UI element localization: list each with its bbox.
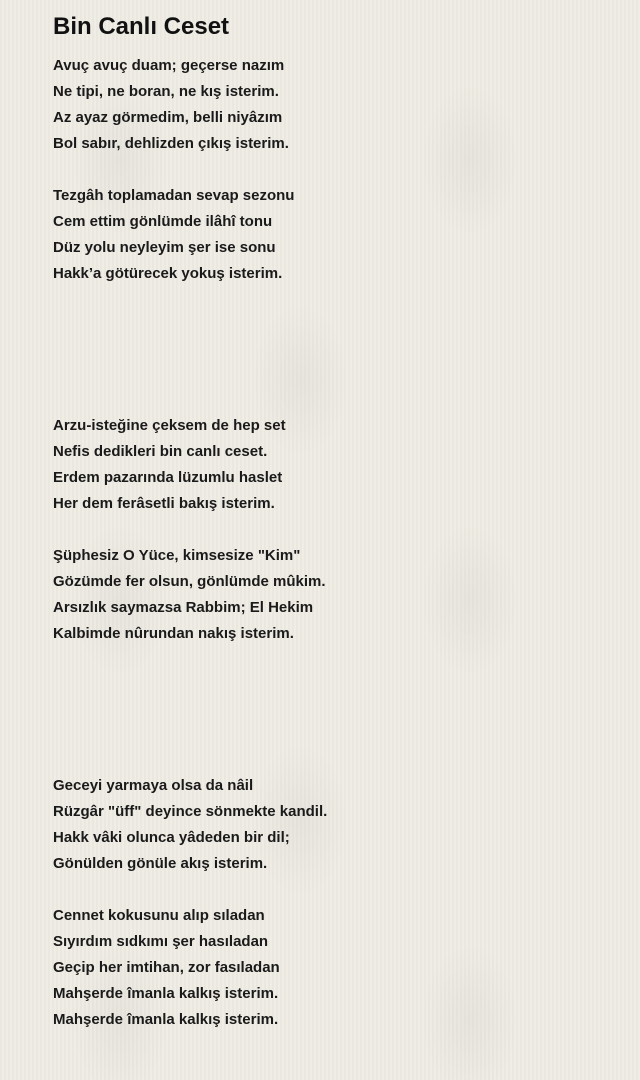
poem-line: Şüphesiz O Yüce, kimsesize "Kim" [53,547,301,564]
stanza-spacer [53,517,613,543]
poem-line: Arzu-isteğine çeksem de hep set [53,417,286,434]
poem-line: Ne tipi, ne boran, ne kış isterim. [53,83,279,100]
poem-title: Bin Canlı Ceset [53,13,230,40]
poem-line: Düz yolu neyleyim şer ise sonu [53,239,276,256]
stanza-5 [53,773,613,877]
stanza-6 [53,903,613,1033]
poem-line: Geceyi yarmaya olsa da nâil [53,777,254,794]
poem-line: Erdem pazarında lüzumlu haslet [53,469,283,486]
poem-line: Hakk vâki olunca yâdeden bir dil; [53,829,290,846]
poem-line: Hakk’a götürecek yokuş isterim. [53,265,283,282]
poem-line: Gözümde fer olsun, gönlümde mûkim. [53,573,326,590]
poem-line: Az ayaz görmedim, belli niyâzım [53,109,283,126]
poem-line: Mahşerde îmanla kalkış isterim. [53,985,279,1002]
poem-line: Cem ettim gönlümde ilâhî tonu [53,213,273,230]
poem-line: Cennet kokusunu alıp sıladan [53,907,265,924]
stanza-2 [53,183,613,287]
poem-line: Avuç avuç duam; geçerse nazım [53,57,285,74]
poem-container [53,10,613,1033]
poem-line: Gönülden gönüle akış isterim. [53,855,268,872]
stanza-spacer [53,157,613,183]
poem-line: Sıyırdım sıdkımı şer hasıladan [53,933,269,950]
poem-line: Nefis dedikleri bin canlı ceset. [53,443,268,460]
stanza-4 [53,543,613,647]
section-spacer [53,287,613,413]
poem-line: Mahşerde îmanla kalkış isterim. [53,1011,279,1028]
section-spacer [53,647,613,773]
stanza-1 [53,53,613,157]
poem-line: Geçip her imtihan, zor fasıladan [53,959,280,976]
poem-line: Her dem ferâsetli bakış isterim. [53,495,275,512]
poem-line: Tezgâh toplamadan sevap sezonu [53,187,295,204]
poem-line: Kalbimde nûrundan nakış isterim. [53,625,294,642]
poem-line: Bol sabır, dehlizden çıkış isterim. [53,135,289,152]
poem-line: Arsızlık saymazsa Rabbim; El Hekim [53,599,314,616]
stanza-spacer [53,877,613,903]
stanza-3 [53,413,613,517]
poem-line: Rüzgâr "üff" deyince sönmekte kandil. [53,803,328,820]
